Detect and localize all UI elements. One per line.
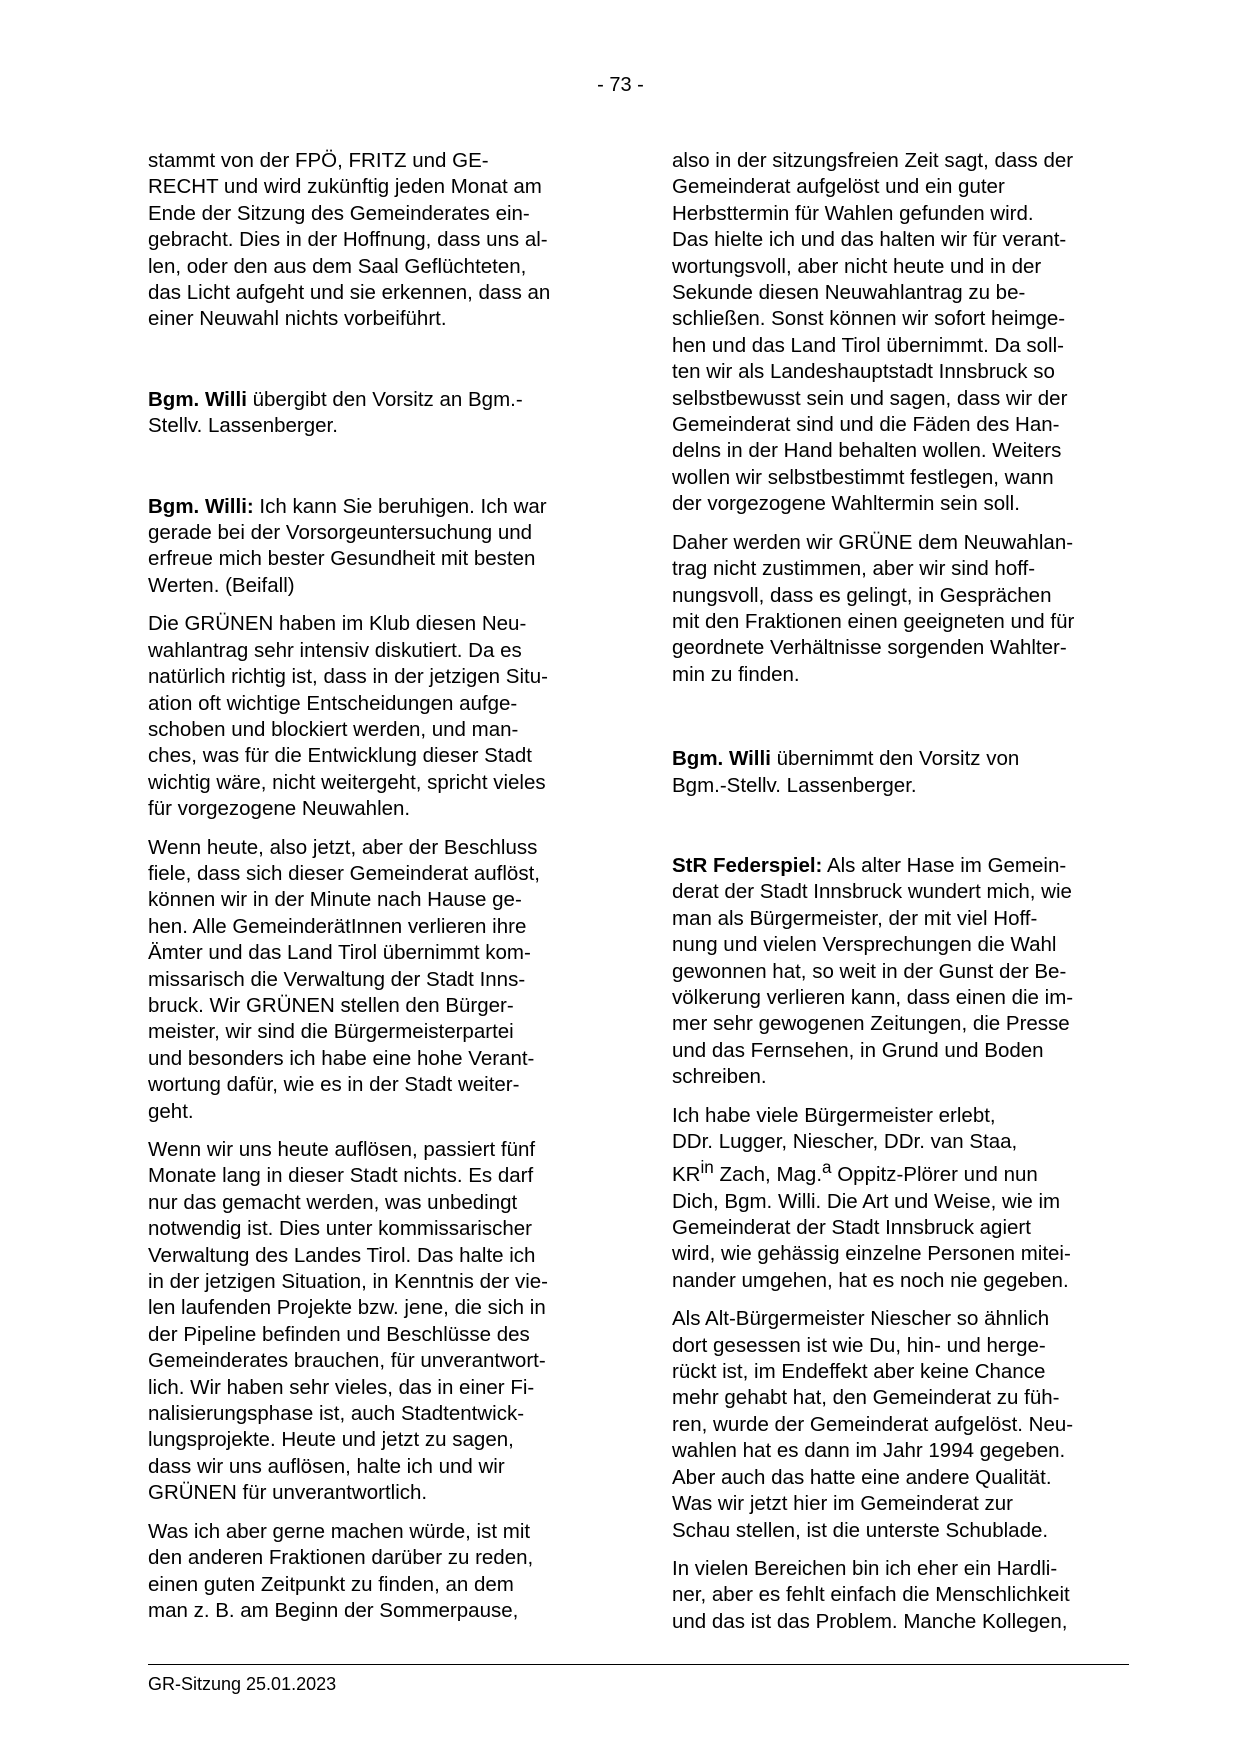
speaker-name: Bgm. Willi bbox=[148, 387, 247, 411]
speaker-name: StR Federspiel: bbox=[672, 853, 823, 877]
paragraph bbox=[672, 746, 1142, 799]
paragraph bbox=[672, 1103, 1142, 1295]
paragraph-text: Ich kann Sie beruhigen. Ich war gerade bei der Vorsorgeuntersuchung und erfreue mich bester Gesundheit mit besten Werten. (Beifall) bbox=[148, 494, 547, 597]
paragraph: Was ich aber gerne machen würde, ist mit den anderen Fraktionen darüber zu reden, einen guten Zeitpunkt zu finden, an dem man z. B. am Beginn der Sommerpause, bbox=[148, 1519, 534, 1622]
right-column bbox=[672, 148, 1142, 1647]
paragraph bbox=[672, 853, 1142, 1091]
speaker-name: Bgm. Willi: bbox=[148, 494, 254, 518]
footer-divider bbox=[148, 1664, 1129, 1665]
superscript: a bbox=[822, 1158, 832, 1178]
paragraph: In vielen Bereichen bin ich eher ein Hardli- ner, aber es fehlt einfach die Menschlichkeit und das ist das Problem. Manche Kollegen, bbox=[672, 1556, 1070, 1633]
paragraph bbox=[148, 387, 618, 440]
paragraph: Daher werden wir GRÜNE dem Neuwahlan- trag nicht zustimmen, aber wir sind hoff- nungsvoll, dass es gelingt, in Gesprächen mit den Fraktionen einen geeigneten und für geordnete Verhältnisse sorgenden Wahlter- min zu finden. bbox=[672, 530, 1075, 686]
footer-text: GR-Sitzung 25.01.2023 bbox=[148, 1674, 337, 1694]
paragraph: stammt von der FPÖ, FRITZ und GE- RECHT und wird zukünftig jeden Monat am Ende der Sitzung des Gemeinderates ein- gebracht. Dies in der Hoffnung, dass uns al- len, oder den aus dem Saal Geflüchteten, das Licht aufgeht und sie erkennen, dass an einer Neuwahl nichts vorbeiführt. bbox=[148, 149, 551, 331]
paragraph-text: übernimmt den Vorsitz von Bgm.-Stellv. Lassenberger. bbox=[672, 747, 1020, 797]
paragraph bbox=[148, 494, 618, 600]
paragraph: Als Alt-Bürgermeister Niescher so ähnlich dort gesessen ist wie Du, hin- und herge- rückt ist, im Endeffekt aber keine Chance mehr gehabt hat, den Gemeinderat zu füh- ren, wurde der Gemeinderat aufgelöst. Neu- wahlen hat es dann im Jahr 1994 gegeben. Aber auch das hatte eine andere Qualität. Was wir jetzt hier im Gemeinderat zur Schau stellen, ist die unterste Schublade. bbox=[672, 1307, 1074, 1542]
paragraph-text: übergibt den Vorsitz an Bgm.- Stellv. Lassenberger. bbox=[148, 387, 523, 438]
superscript: in bbox=[700, 1158, 714, 1178]
paragraph: Wenn heute, also jetzt, aber der Beschluss fiele, dass sich dieser Gemeinderat auflöst, können wir in der Minute nach Hause ge- hen. Alle GemeinderätInnen verlieren ihre Ämter und das Land Tirol übernimmt kom- missarisch die Verwaltung der Stadt Inns- bruck. Wir GRÜNEN stellen den Bürger- meister, wir sind die Bürgermeisterpartei und besonders ich habe eine hohe Verant- wortung dafür, wie es in der Stadt weiter- geht. bbox=[148, 835, 540, 1123]
paragraph: Wenn wir uns heute auflösen, passiert fünf Monate lang in dieser Stadt nichts. Es darf nur das gemacht werden, was unbedingt notwendig ist. Dies unter kommissarischer Verwaltung des Landes Tirol. Das halte ich in der jetzigen Situation, in Kenntnis der vie- len laufenden Projekte bzw. jene, die sich in der Pipeline befinden und Beschlüsse des Gemeinderates brauchen, für unverantwort- lich. Wir haben sehr vieles, das in einer Fi- nalisierungsphase ist, auch Stadtentwick- lungsprojekte. Heute und jetzt zu sagen, dass wir uns auflösen, halte ich und wir GRÜNEN für unverantwortlich. bbox=[148, 1138, 548, 1505]
left-column bbox=[148, 148, 618, 1636]
paragraph-text: Als alter Hase im Gemein- derat der Stadt Innsbruck wundert mich, wie man als Bürgermeister, der mit viel Hoff- nung und vielen Versprechungen die Wahl gewonnen hat, so weit in der Gunst der Be- völkerung verlieren kann, dass einen die im- mer sehr gewogenen Zeitungen, die Presse und das Fernsehen, in Grund und Boden schreiben. bbox=[672, 853, 1074, 1089]
paragraph-text: Ich habe viele Bürgermeister erlebt, DDr. Lugger, Niescher, DDr. van Staa, KR bbox=[672, 1103, 1018, 1187]
paragraph-text: Oppitz-Plörer und nun Dich, Bgm. Willi. Die Art und Weise, wie im Gemeinderat der Stadt Innsbruck agiert wird, wie gehässig einzelne Personen mitei- nander umgehen, hat es noch nie gegeben. bbox=[672, 1163, 1071, 1292]
paragraph: also in der sitzungsfreien Zeit sagt, dass der Gemeinderat aufgelöst und ein guter Herbsttermin für Wahlen gefunden wird. Das hielte ich und das halten wir für verant- wortungsvoll, aber nicht heute und in der Sekunde diesen Neuwahlantrag zu be- schließen. Sonst können wir sofort heimge- hen und das Land Tirol übernimmt. Da soll- ten wir als Landeshauptstadt Innsbruck so selbstbewusst sein und sagen, dass wir der Gemeinderat sind und die Fäden des Han- delns in der Hand behalten wollen. Weiters wollen wir selbstbestimmt festlegen, wann der vorgezogene Wahltermin sein soll. bbox=[672, 149, 1074, 516]
paragraph-text: Zach, Mag. bbox=[713, 1163, 823, 1187]
page-number: - 73 - bbox=[597, 74, 644, 96]
paragraph: Die GRÜNEN haben im Klub diesen Neu- wahlantrag sehr intensiv diskutiert. Da es natürlich richtig ist, dass in der jetzigen Situ- ation oft wichtige Entscheidungen aufge- schoben und blockiert werden, und man- ches, was für die Entwicklung dieser Stadt wichtig wäre, nicht weitergeht, spricht vieles für vorgezogene Neuwahlen. bbox=[148, 612, 548, 821]
speaker-name: Bgm. Willi bbox=[672, 747, 771, 771]
